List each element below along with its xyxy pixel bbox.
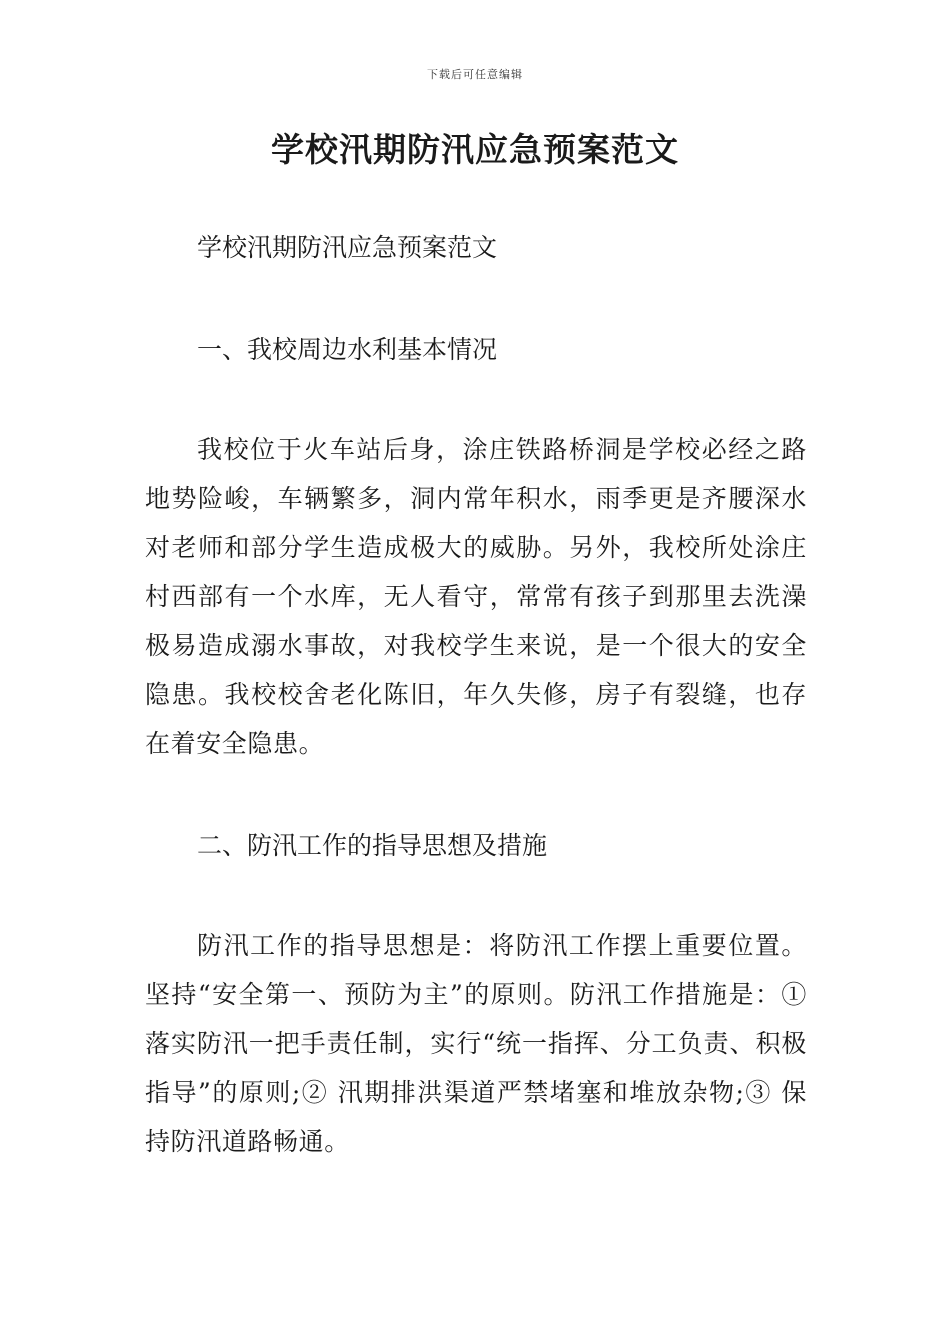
section2-heading: 二、防汛工作的指导思想及措施 [197,831,548,860]
section1-paragraph: 我校位于火车站后身，涂庄铁路桥洞是学校必经之路地势险峻，车辆繁多，洞内常年积水，雨季更是齐腰深水对老师和部分学生造成极大的威胁。另外，我校所处涂庄村西部有一个水库，无人看守，常常有孩子到那里去洗澡极易造成溺水事故，对我校学生来说，是一个很大的安全隐患。我校校舍老化陈旧，年久失修，房子有裂缝，也存在着安全隐患。 [145,435,807,758]
document-subtitle: 学校汛期防汛应急预案范文 [197,233,498,262]
section2-paragraph: 防汛工作的指导思想是：将防汛工作摆上重要位置。坚持“安全第一、预防为主”的原则。防汛工作措施是：①落实防汛一把手责任制，实行“统一指挥、分工负责、积极指导”的原则;② 汛期排洪渠道严禁堵塞和堆放杂物;③ 保持防汛道路畅通。 [145,931,807,1156]
document-title: 学校汛期防汛应急预案范文 [271,130,679,169]
header-note: 下载后可任意编辑 [427,68,523,81]
section1-heading: 一、我校周边水利基本情况 [197,335,498,364]
